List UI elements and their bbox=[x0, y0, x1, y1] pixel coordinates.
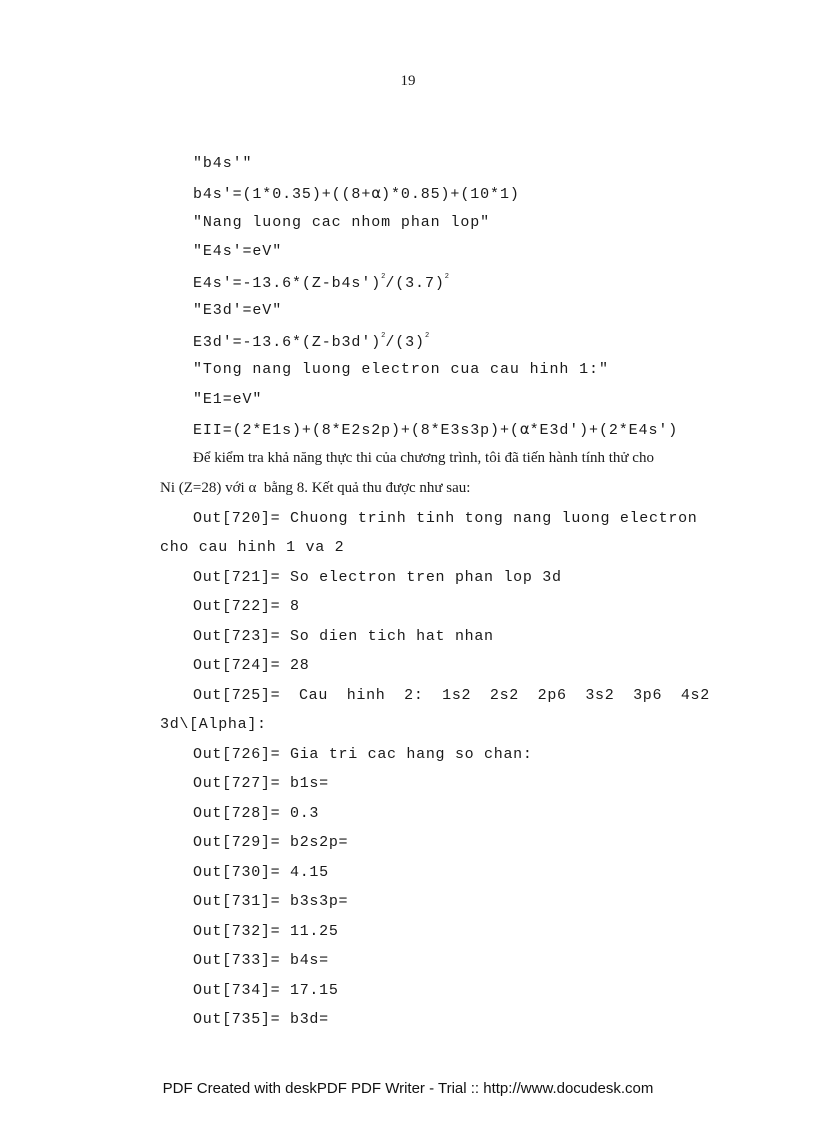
output-line: Out[723]= So dien tich hat nhan bbox=[193, 628, 494, 645]
code-line: "Tong nang luong electron cua cau hinh 1:" bbox=[193, 361, 609, 378]
output-line: Out[731]= b3s3p= bbox=[193, 893, 349, 910]
code-line: b4s'=(1*0.35)+((8+α)*0.85)+(10*1) bbox=[193, 184, 520, 203]
output-line: Out[728]= 0.3 bbox=[193, 805, 320, 822]
code-line: "b4s'" bbox=[193, 155, 253, 172]
output-line: cho cau hinh 1 va 2 bbox=[160, 539, 345, 556]
output-line: Out[729]= b2s2p= bbox=[193, 834, 349, 851]
output-line: Out[727]= b1s= bbox=[193, 775, 329, 792]
output-line: 3d\[Alpha]: bbox=[160, 716, 267, 733]
code-line: "E1=eV" bbox=[193, 391, 263, 408]
output-line: Out[733]= b4s= bbox=[193, 952, 329, 969]
output-line: Out[722]= 8 bbox=[193, 598, 300, 615]
code-line: EII=(2*E1s)+(8*E2s2p)+(8*E3s3p)+(α*E3d')+(2*E4s') bbox=[193, 420, 679, 439]
paragraph-line-1: Để kiểm tra khả năng thực thi của chương trình, tôi đã tiến hành tính thử cho bbox=[193, 450, 654, 466]
output-line: Out[732]= 11.25 bbox=[193, 923, 339, 940]
output-line: Out[730]= 4.15 bbox=[193, 864, 329, 881]
code-line: "E3d'=eV" bbox=[193, 302, 283, 319]
output-line: Out[721]= So electron tren phan lop 3d bbox=[193, 569, 562, 586]
paragraph-line-2: Ni (Z=28) với α bằng 8. Kết quả thu được như sau: bbox=[160, 480, 471, 496]
page-number: 19 bbox=[400, 73, 416, 89]
code-line: $E3d'=-13.6*(Z-b3d')^2/(3)^2$ bbox=[193, 332, 430, 351]
output-line: Out[720]= Chuong trinh tinh tong nang luong electron bbox=[193, 510, 698, 527]
output-line: Out[724]= 28 bbox=[193, 657, 310, 674]
output-line: Out[735]= b3d= bbox=[193, 1011, 329, 1028]
output-line: Out[726]= Gia tri cac hang so chan: bbox=[193, 746, 533, 763]
code-line: "E4s'=eV" bbox=[193, 243, 283, 260]
code-line: $E4s'=-13.6*(Z-b4s')^2/(3.7)^2$ bbox=[193, 273, 449, 292]
code-line: "Nang luong cac nhom phan lop" bbox=[193, 214, 491, 231]
output-line: Out[734]= 17.15 bbox=[193, 982, 339, 999]
pdf-footer-watermark: PDF Created with deskPDF PDF Writer - Trial :: http://www.docudesk.com bbox=[162, 1080, 654, 1097]
output-line: Out[725]= Cau hinh 2: 1s2 2s2 2p6 3s2 3p6 4s2 bbox=[193, 687, 710, 704]
